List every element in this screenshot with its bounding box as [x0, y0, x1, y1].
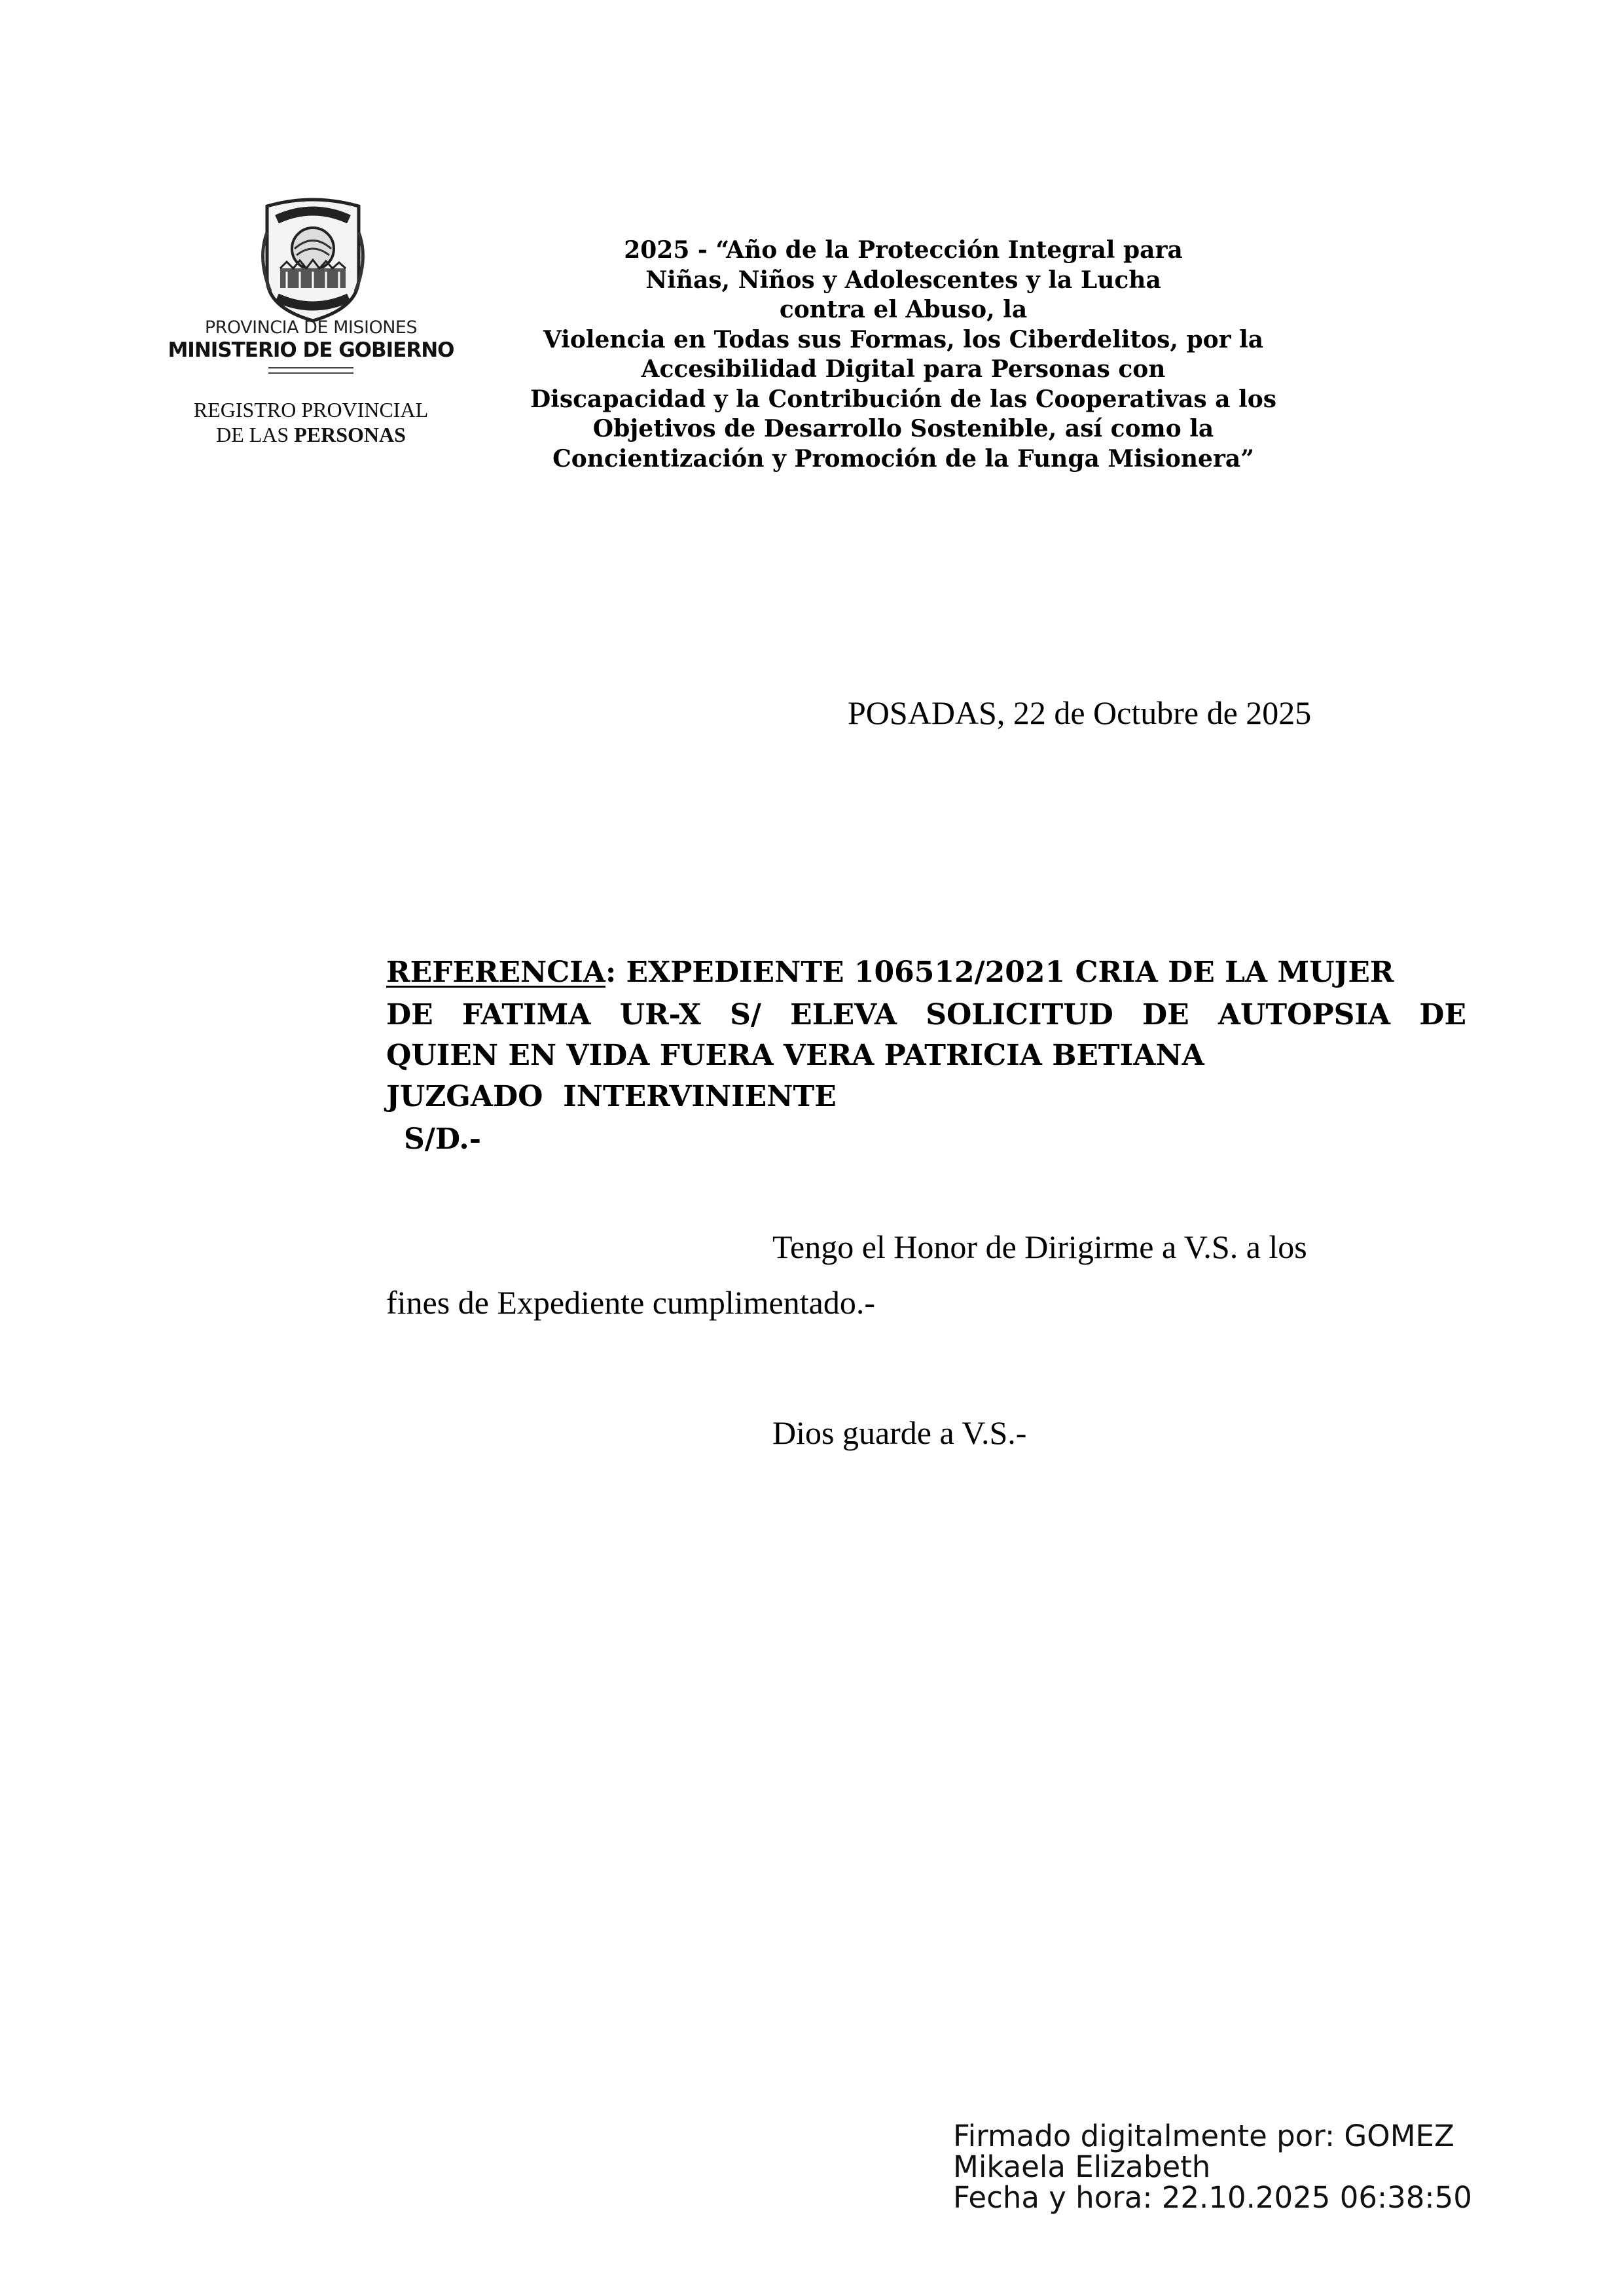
motto-line: Discapacidad y la Contribución de las Cooperativas a los [530, 385, 1277, 413]
body-paragraph-line-1: Tengo el Honor de Dirigirme a V.S. a los [772, 1229, 1307, 1265]
registry-line-2-prefix: DE LAS [216, 423, 295, 446]
motto-line: 2025 - “Año de la Protección Integral para [624, 236, 1183, 264]
reference-line-3: QUIEN EN VIDA FUERA VERA PATRICIA BETIANA [386, 1039, 1204, 1072]
province-name: PROVINCIA DE MISIONES [204, 317, 418, 338]
signature-signed-by: Firmado digitalmente por: GOMEZ [953, 2119, 1454, 2153]
motto-line: contra el Abuso, la [779, 296, 1028, 323]
misiones-province-seal-icon [247, 193, 378, 324]
reference-line-1 [386, 956, 1466, 989]
registry-line-1: REGISTRO PROVINCIAL [193, 398, 429, 422]
signature-name: Mikaela Elizabeth [953, 2149, 1211, 2184]
reference-text-1: EXPEDIENTE 106512/2021 CRIA DE LA MUJER [616, 956, 1394, 989]
body-paragraph-line-2: fines de Expediente cumplimentado.- [386, 1284, 875, 1321]
ministry-name: MINISTERIO DE GOBIERNO [168, 338, 454, 362]
motto-line: Concientización y Promoción de la Funga Misionera” [552, 444, 1254, 473]
year-motto [484, 236, 1322, 474]
digital-signature [953, 2121, 1472, 2213]
registry-line-2 [157, 422, 465, 447]
motto-line: Accesibilidad Digital para Personas con [641, 355, 1166, 383]
motto-line: Niñas, Niños y Adolescentes y la Lucha [645, 266, 1161, 294]
closing-line: Dios guarde a V.S.- [772, 1414, 1027, 1451]
reference-colon: : [605, 956, 617, 989]
motto-line: Objetivos de Desarrollo Sostenible, así como la [592, 415, 1214, 442]
letterhead-logo [157, 193, 465, 468]
registry-line-2-bold: PERSONAS [294, 423, 406, 446]
motto-line: Violencia en Todas sus Formas, los Ciberdelitos, por la [543, 325, 1264, 353]
reference-line-2: DE FATIMA UR-X S/ ELEVA SOLICITUD DE AUTOPSIA DE [386, 998, 1466, 1031]
logo-divider [268, 372, 353, 374]
reference-sd: S/D.- [404, 1122, 482, 1156]
signature-datetime: Fecha y hora: 22.10.2025 06:38:50 [953, 2180, 1472, 2215]
reference-label: REFERENCIA [386, 956, 605, 989]
reference-line-4: JUZGADO INTERVINIENTE [386, 1080, 837, 1113]
logo-divider [268, 367, 353, 368]
place-date: POSADAS, 22 de Octubre de 2025 [848, 694, 1312, 731]
